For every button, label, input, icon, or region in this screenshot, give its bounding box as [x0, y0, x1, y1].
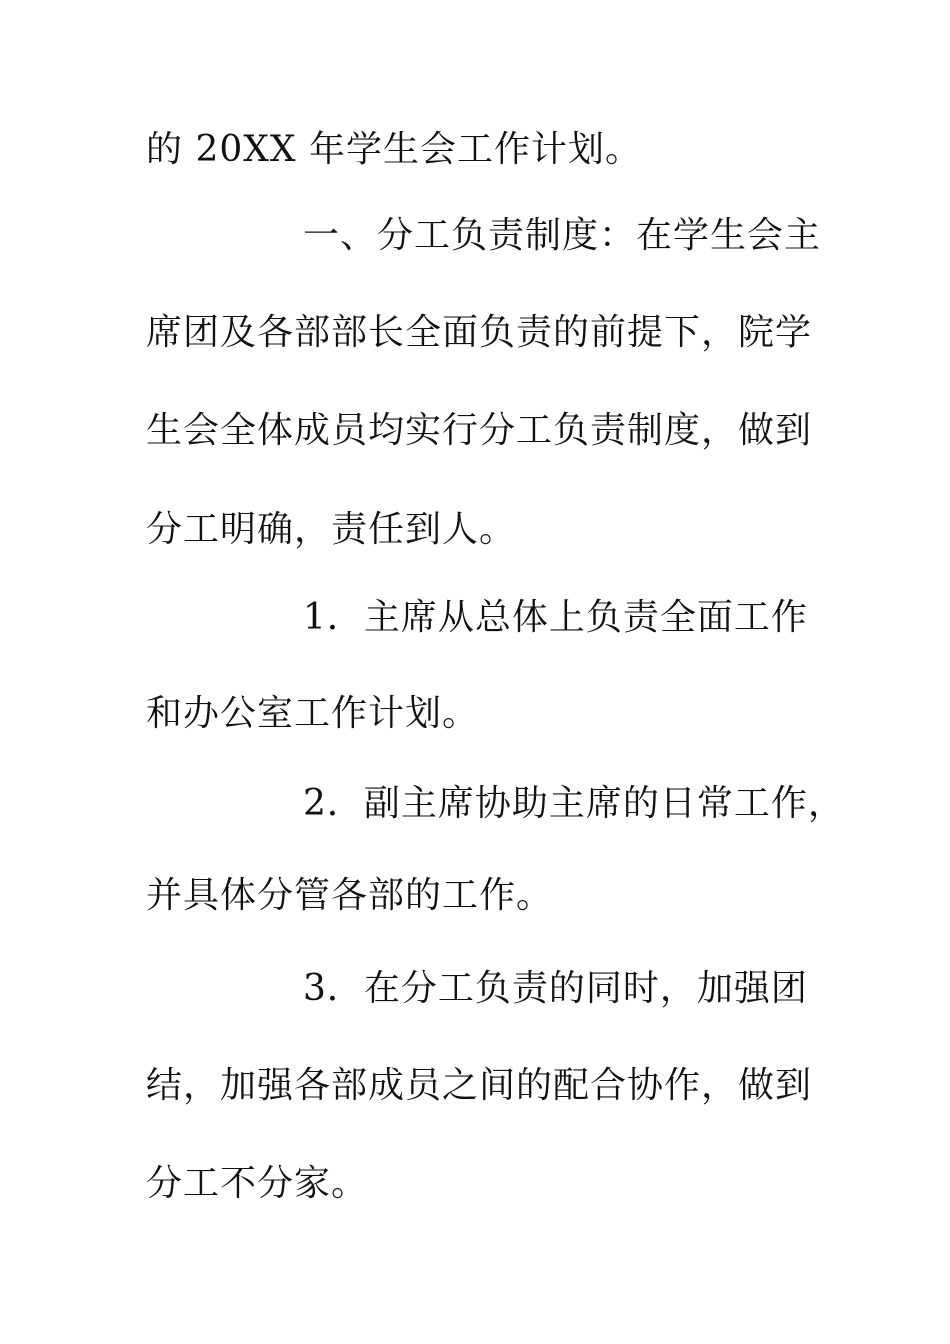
text-line: 席团及各部部长全面负责的前提下，院学 [146, 312, 813, 353]
list-item-line: 2．副主席协助主席的日常工作， [303, 783, 845, 824]
text-line: 并具体分管各部的工作。 [146, 875, 554, 916]
text-line: 分工不分家。 [146, 1163, 369, 1204]
text-line: 生会全体成员均实行分工负责制度，做到 [146, 410, 813, 451]
text-line: 分工明确，责任到人。 [146, 509, 517, 550]
list-item-line: 3．在分工负责的同时，加强团 [303, 968, 808, 1009]
list-item-line: 1．主席从总体上负责全面工作 [303, 597, 808, 638]
text-line: 和办公室工作计划。 [146, 693, 480, 734]
section-heading-line: 一、分工负责制度：在学生会主 [303, 215, 822, 256]
text-line: 结，加强各部成员之间的配合协作，做到 [146, 1065, 813, 1106]
text-line: 的 20XX 年学生会工作计划。 [146, 129, 642, 170]
